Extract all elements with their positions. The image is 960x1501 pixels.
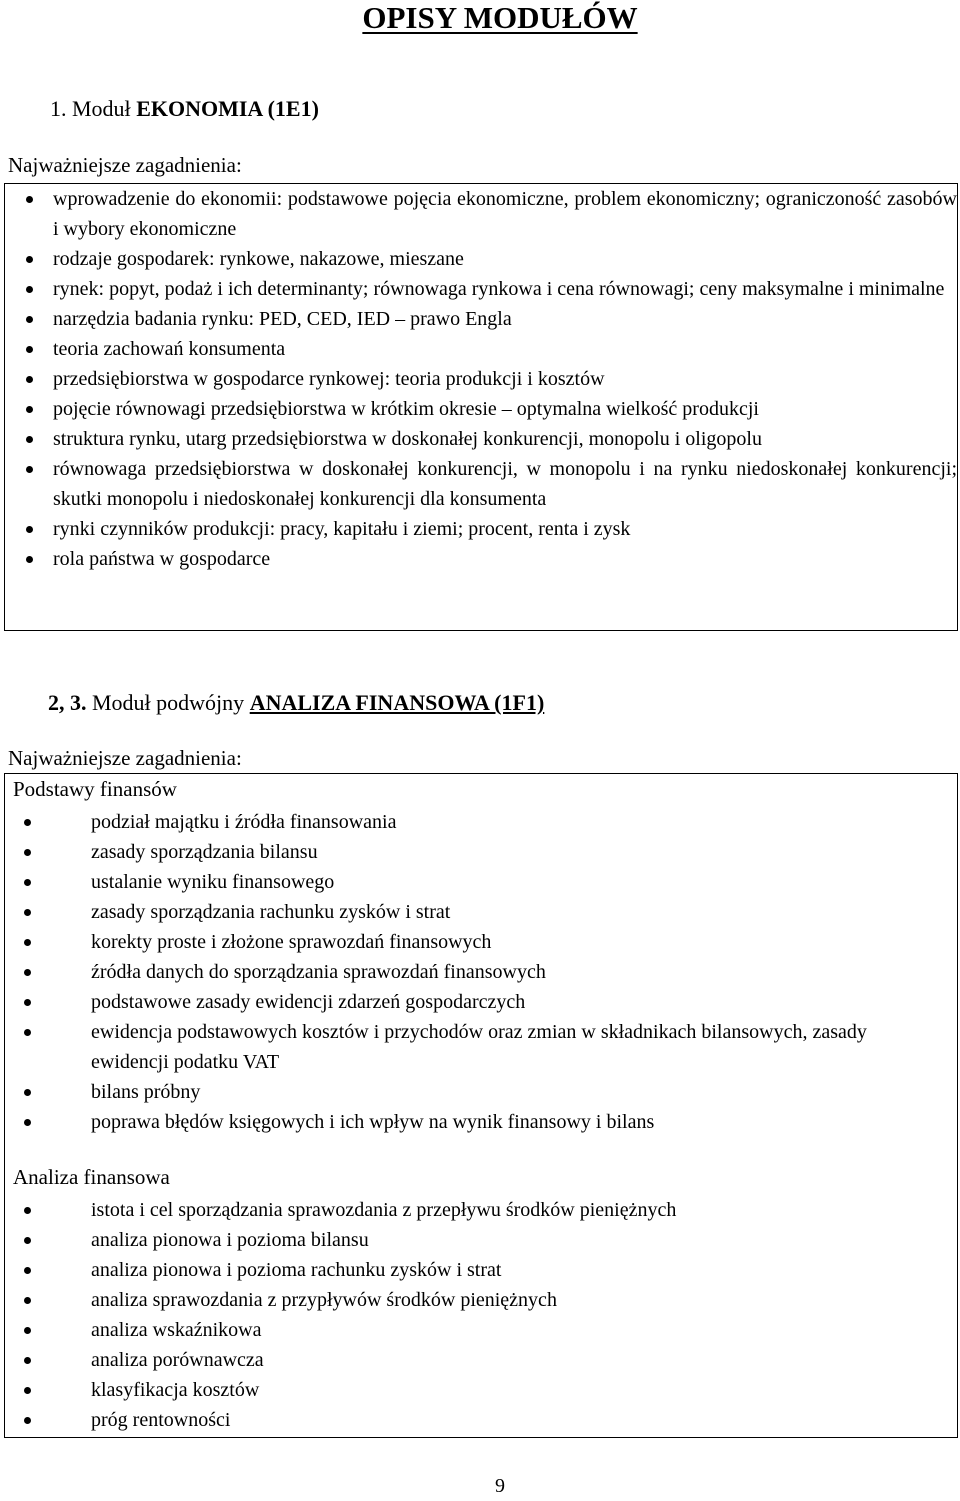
module2-topics-box	[4, 773, 958, 1438]
list-item	[17, 1315, 917, 1345]
list-item-text: analiza sprawozdania z przypływów środków pieniężnych	[91, 1289, 557, 1311]
module1-subheading: Najważniejsze zagadnienia:	[8, 153, 242, 177]
list-item	[17, 1345, 917, 1375]
list-item-text: ewidencja podstawowych kosztów i przychodów oraz zmian w składnikach bilansowych, zasady ewidencji podatku VAT	[91, 1021, 867, 1073]
module2-prefix: Moduł podwójny	[92, 690, 245, 715]
list-item	[19, 514, 957, 544]
bullet-icon	[24, 999, 31, 1006]
bullet-icon	[26, 526, 33, 533]
bullet-icon	[24, 1089, 31, 1096]
list-item-text: istota i cel sporządzania sprawozdania z przepływu środków pieniężnych	[91, 1199, 677, 1221]
list-item	[17, 1255, 917, 1285]
bullet-icon	[24, 879, 31, 886]
bullet-icon	[26, 316, 33, 323]
list-item-text: analiza pionowa i pozioma rachunku zysków i strat	[91, 1259, 502, 1281]
list-item-text: ustalanie wyniku finansowego	[91, 871, 335, 893]
list-item	[17, 1107, 917, 1137]
bullet-icon	[26, 376, 33, 383]
list-item-text: analiza porównawcza	[91, 1349, 264, 1371]
list-item	[17, 1375, 917, 1405]
list-item-text: narzędzia badania rynku: PED, CED, IED – prawo Engla	[53, 308, 512, 330]
module2-heading	[48, 690, 544, 716]
bullet-icon	[24, 1297, 31, 1304]
list-item-text: analiza wskaźnikowa	[91, 1319, 262, 1341]
section-label-analiza: Analiza finansowa	[13, 1165, 170, 1189]
page-title: OPISY MODUŁÓW	[362, 0, 638, 35]
bullet-icon	[24, 1119, 31, 1126]
list-item-text: zasady sporządzania bilansu	[91, 841, 318, 863]
list-item-text: źródła danych do sporządzania sprawozdań finansowych	[91, 961, 546, 983]
list-item	[17, 1405, 917, 1435]
bullet-icon	[26, 466, 33, 473]
list-item	[17, 807, 917, 837]
section-label-podstawy: Podstawy finansów	[13, 777, 177, 801]
module1-name: EKONOMIA (1E1)	[136, 96, 319, 121]
bullet-icon	[24, 1417, 31, 1424]
list-item	[17, 1285, 917, 1315]
list-item	[17, 867, 917, 897]
list-item-text: pojęcie równowagi przedsiębiorstwa w krótkim okresie – optymalna wielkość produkcji	[53, 398, 759, 420]
list-item	[17, 1225, 917, 1255]
list-item-text: równowaga przedsiębiorstwa w doskonałej konkurencji, w monopolu i na rynku niedoskonałej konkurencji; skutki monopolu i niedoskonałej konkurencji dla konsumenta	[53, 458, 957, 510]
list-item-text: klasyfikacja kosztów	[91, 1379, 260, 1401]
bullet-icon	[26, 556, 33, 563]
list-item-text: podział majątku i źródła finansowania	[91, 811, 397, 833]
list-item	[19, 364, 957, 394]
list-item-text: korekty proste i złożone sprawozdań finansowych	[91, 931, 492, 953]
bullet-icon	[24, 819, 31, 826]
module1-prefix: Moduł	[72, 96, 131, 121]
bullet-icon	[24, 1029, 31, 1036]
bullet-icon	[24, 1357, 31, 1364]
list-item-text: rola państwa w gospodarce	[53, 548, 271, 570]
list-item	[17, 957, 917, 987]
list-item	[19, 544, 957, 574]
page-number: 9	[495, 1475, 505, 1497]
bullet-icon	[24, 1267, 31, 1274]
list-item-text: przedsiębiorstwa w gospodarce rynkowej: teoria produkcji i kosztów	[53, 368, 605, 390]
module1-topics-box	[4, 183, 958, 631]
list-item	[19, 244, 957, 274]
module1-heading	[50, 96, 319, 122]
list-item	[19, 274, 957, 304]
list-item-text: analiza pionowa i pozioma bilansu	[91, 1229, 369, 1251]
list-item	[19, 334, 957, 364]
list-item	[17, 897, 917, 927]
list-item	[19, 184, 957, 244]
module1-topics-list	[19, 184, 957, 574]
list-item-text: próg rentowności	[91, 1409, 231, 1431]
list-item	[17, 1017, 917, 1077]
list-item	[17, 837, 917, 867]
bullet-icon	[26, 286, 33, 293]
bullet-icon	[24, 849, 31, 856]
bullet-icon	[24, 939, 31, 946]
list-item	[19, 394, 957, 424]
list-item	[17, 987, 917, 1017]
bullet-icon	[26, 196, 33, 203]
list-item	[17, 927, 917, 957]
list-item-text: rynki czynników produkcji: pracy, kapitału i ziemi; procent, renta i zysk	[53, 518, 631, 540]
list-item-text: zasady sporządzania rachunku zysków i strat	[91, 901, 451, 923]
module2-name: ANALIZA FINANSOWA (1F1)	[249, 690, 545, 715]
module2-number: 2, 3.	[48, 690, 87, 715]
list-item-text: rodzaje gospodarek: rynkowe, nakazowe, mieszane	[53, 248, 464, 270]
list-item-text: podstawowe zasady ewidencji zdarzeń gospodarczych	[91, 991, 526, 1013]
list-item	[19, 424, 957, 454]
bullet-icon	[24, 1237, 31, 1244]
bullet-icon	[24, 1207, 31, 1214]
bullet-icon	[24, 1387, 31, 1394]
bullet-icon	[26, 436, 33, 443]
list-item-text: wprowadzenie do ekonomii: podstawowe pojęcia ekonomiczne, problem ekonomiczny; ograniczoność zasobów i wybory ekonomiczne	[53, 188, 957, 240]
list-item-text: rynek: popyt, podaż i ich determinanty; równowaga rynkowa i cena równowagi; ceny maksymalne i minimalne	[53, 278, 945, 300]
section-analiza-list	[17, 1195, 917, 1435]
module1-number: 1.	[50, 96, 67, 121]
module2-subheading: Najważniejsze zagadnienia:	[8, 746, 242, 770]
list-item-text: teoria zachowań konsumenta	[53, 338, 286, 360]
bullet-icon	[26, 346, 33, 353]
bullet-icon	[24, 969, 31, 976]
bullet-icon	[26, 256, 33, 263]
bullet-icon	[24, 1327, 31, 1334]
list-item	[19, 304, 957, 334]
list-item-text: bilans próbny	[91, 1081, 201, 1103]
bullet-icon	[24, 909, 31, 916]
list-item-text: poprawa błędów księgowych i ich wpływ na wynik finansowy i bilans	[91, 1111, 655, 1133]
list-item-text: struktura rynku, utarg przedsiębiorstwa w doskonałej konkurencji, monopolu i oligopolu	[53, 428, 762, 450]
bullet-icon	[26, 406, 33, 413]
list-item	[17, 1077, 917, 1107]
list-item	[17, 1195, 917, 1225]
section-podstawy-list	[17, 807, 917, 1137]
list-item	[19, 454, 957, 514]
